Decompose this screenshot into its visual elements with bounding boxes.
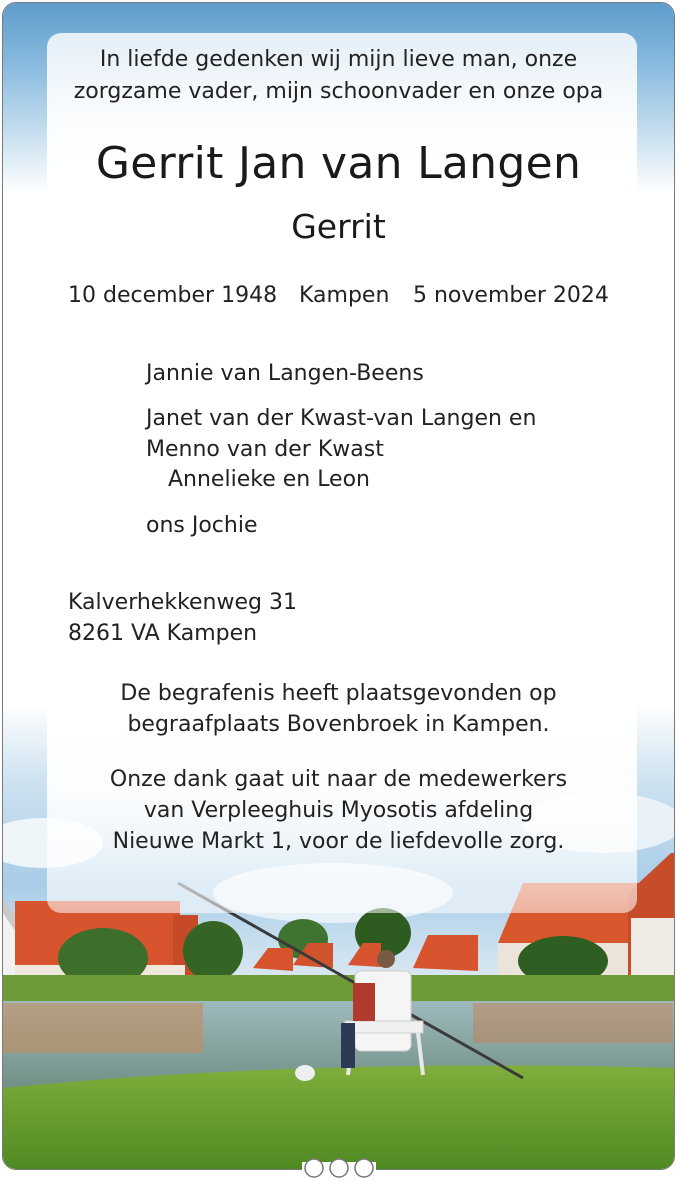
- funeral-line-1: De begrafenis heeft plaatsgevonden op: [120, 681, 557, 706]
- family-child-line-1: Janet van der Kwast-van Langen en: [146, 406, 537, 431]
- thanks-line-1: Onze dank gaat uit naar de medewerkers: [109, 767, 568, 792]
- decorative-circles-icon: [302, 1157, 376, 1179]
- deceased-nickname: Gerrit: [291, 207, 386, 246]
- family-grandchildren: Annelieke en Leon: [168, 467, 370, 492]
- birth-date: 10 december 1948: [68, 283, 278, 308]
- death-date: 5 november 2024: [413, 283, 609, 308]
- intro-line-2: zorgzame vader, mijn schoonvader en onze opa: [73, 79, 604, 104]
- address-street: Kalverhekkenweg 31: [68, 590, 297, 615]
- address-city: 8261 VA Kampen: [68, 621, 258, 646]
- deceased-name: Gerrit Jan van Langen: [95, 138, 582, 189]
- intro-line-1: In liefde gedenken wij mijn lieve man, onze: [99, 47, 578, 72]
- family-spouse: Jannie van Langen-Beens: [146, 361, 424, 386]
- thanks-line-2: van Verpleeghuis Myosotis afdeling: [143, 798, 534, 823]
- family-pet: ons Jochie: [146, 513, 258, 538]
- funeral-line-2: begraafplaats Bovenbroek in Kampen.: [127, 712, 550, 737]
- thanks-line-3: Nieuwe Markt 1, voor de liefdevolle zorg.: [112, 829, 565, 854]
- family-child-line-2: Menno van der Kwast: [146, 437, 384, 462]
- place: Kampen: [299, 283, 390, 308]
